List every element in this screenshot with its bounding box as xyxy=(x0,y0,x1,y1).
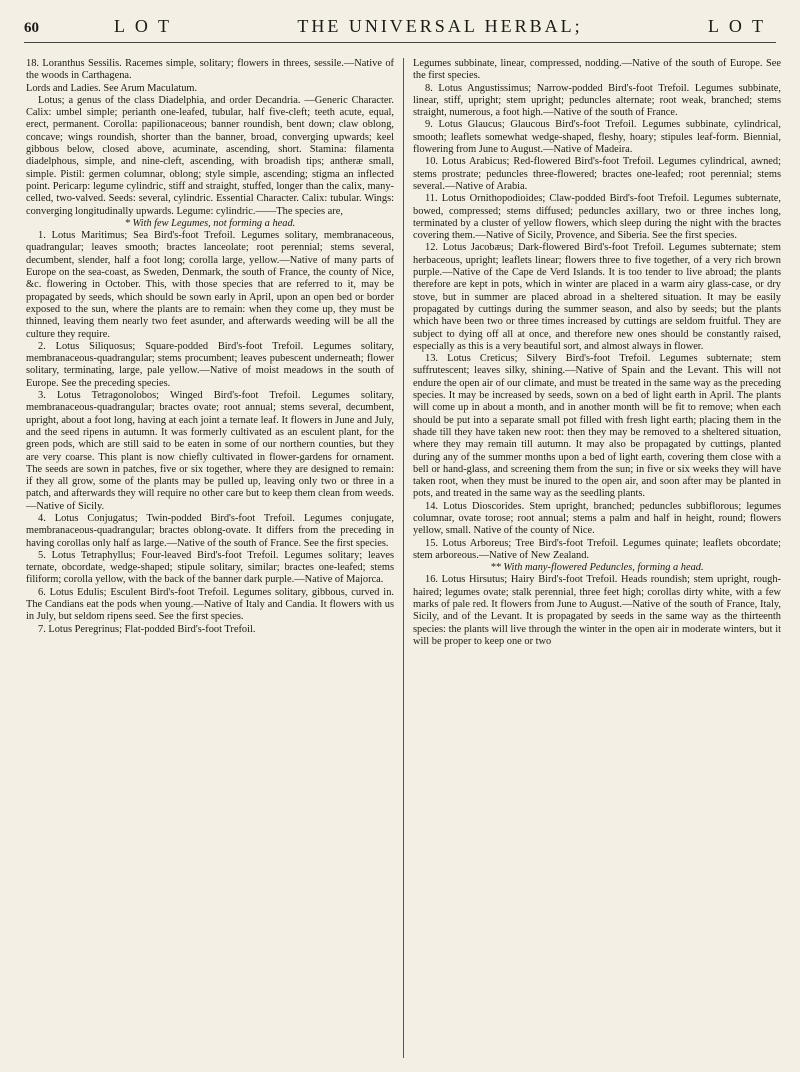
header-left-word: L O T xyxy=(114,16,172,36)
entry-paragraph: 3. Lotus Tetragonolobos; Winged Bird's-foot Trefoil. Legumes solitary, membranaceous-quadrangular; bractes ovate; root annual; stems several, decumbent, upright, about a foot long, having at each joint a ternate leaf. It flowers in June and July, and the seed ripens in autumn. It was formerly cultivated as an esculent plant, for the green pods, which are still said to be eaten in some of our northern counties, but they are very coarse. This plant is now chiefly cultivated in flower-gardens for ornament. The seeds are sown in patches, five or six together, where they are designed to remain: if they all grow, some of the plants may be pulled up, leaving only two or three in a patch, and afterwards they will require no other care but to keep them clean from weeds. —Native of Sicily. xyxy=(26,390,394,512)
header-title: THE UNIVERSAL HERBAL; xyxy=(297,16,583,36)
page-number: 60 xyxy=(24,20,39,36)
entry-paragraph: 18. Loranthus Sessilis. Racemes simple, solitary; flowers in threes, sessile.—Native of the woods in Carthagena. xyxy=(26,58,394,82)
entry-paragraph: Legumes subbinate, linear, compressed, nodding.—Native of the south of Europe. See the first species. xyxy=(413,58,781,82)
entry-paragraph: 4. Lotus Conjugatus; Twin-podded Bird's-foot Trefoil. Legumes conjugate, membranaceous-quadrangular; bractes oblong-ovate. It differs from the preceding in having corollas only half as large.—Native of the south of France. See the first species. xyxy=(26,512,394,549)
column-divider xyxy=(403,58,404,1058)
entry-paragraph: Lords and Ladies. See Arum Maculatum. xyxy=(26,82,198,94)
entry-paragraph: 16. Lotus Hirsutus; Hairy Bird's-foot Trefoil. Heads roundish; stem upright, rough-haired; legumes ovate; stalk perennial, three feet high; corollas dirty white, with a few marks of pale red. It flowers from June to August.—Native of the south of France, Italy, Sicily, and of the Levant. It is propagated by seeds in the same way as the thirteenth species: the plants will live through the winter in the open air in moderate winters, but it will be proper to keep one or two xyxy=(413,574,781,647)
entry-paragraph: 5. Lotus Tetraphyllus; Four-leaved Bird's-foot Trefoil. Legumes solitary; leaves ternate, obcordate, wedge-shaped; stipule solitary, similar; bractes one-leafed; stems filiform; corolla yellow, with the back of the banner dark purple.—Native of Majorca. xyxy=(26,549,394,586)
entry-paragraph: 7. Lotus Peregrinus; Flat-podded Bird's-foot Trefoil. xyxy=(38,623,256,635)
entry-paragraph: 8. Lotus Angustissimus; Narrow-podded Bird's-foot Trefoil. Legumes subbinate, linear, stiff, upright; stem upright; peduncles alternate; root weak, branched; stems straight, numerous, a foot high.—Native of the south of France. xyxy=(413,82,781,119)
entry-paragraph: 14. Lotus Dioscorides. Stem upright, branched; peduncles subbiflorous; legumes columnar, ovate torose; root annual; stems a palm and half in height, round; flowers yellow, small. Native of the county of Nice. xyxy=(413,500,781,537)
section-subheading: ** With many-flowered Peduncles, forming a head. xyxy=(490,562,704,574)
entry-paragraph: 10. Lotus Arabicus; Red-flowered Bird's-foot Trefoil. Legumes cylindrical, awned; stems prostrate; peduncles three-flowered; bractes one-leafed; root perennial; stems several.—Native of Arabia. xyxy=(413,156,781,192)
entry-paragraph: 13. Lotus Creticus; Silvery Bird's-foot Trefoil. Legumes subternate; stem suffrutescent; leaves silky, shining.—Native of Spain and the Levant. This will not endure the open air of our climate, and must be treated in the same way as the preceding species. It may be increased by seeds, sown on a bed of light earth in April. The plants will come up in about a month, and in another month will be fit to remove; when each should be put into a separate small pot filled with fresh light earth; placing them in the shade till they have taken new root: then they may be removed to a sheltered situation, where they may remain till autumn. It may also be propagated by cuttings, planted during any of the summer months upon a bed of light earth, covering them close with a bell or hand-glass, and screening them from the sun; in five or six weeks they will have taken root, when they must be inured to the open air, and soon after may be planted in pots, and treated in the same way as the seedling plants. xyxy=(413,353,781,500)
entry-paragraph: 15. Lotus Arboreus; Tree Bird's-foot Trefoil. Legumes quinate; leaflets obcordate; stem arboreous.—Native of New Zealand. xyxy=(413,537,781,561)
entry-paragraph: 6. Lotus Edulis; Esculent Bird's-foot Trefoil. Legumes solitary, gibbous, curved in. The Candians eat the pods when young.—Native of Italy and Candia. It flowers with us in July, but seldom ripens seed. See the first species. xyxy=(26,586,394,623)
entry-paragraph: 12. Lotus Jacobæus; Dark-flowered Bird's-foot Trefoil. Legumes subternate; stem herbaceous, upright; leaflets linear; flowers three to five together, of a very rich brown purple.—Native of the Cape de Verd Islands. It is too tender to live abroad; the plants therefore are kept in pots, which in winter are placed in a warm airy glass-case, or dry stove, but in summer are placed abroad in a sheltered situation. It may be easily propagated by cuttings during the summer season, and also by seeds; but the plants which have been two or three times increased by cuttings are seldom fruitful. They are subject to dying off all at once, and therefore new ones should be constantly raised, especially as this is a very beautiful sort, and almost always in flower. xyxy=(413,242,781,352)
entry-paragraph: 9. Lotus Glaucus; Glaucous Bird's-foot Trefoil. Legumes subbinate, cylindrical, smooth; leaflets somewhat wedge-shaped, fleshy, hoary; stipules leaf-form. Biennial, flowering from June to August.—Native of Madeira. xyxy=(413,119,781,156)
left-column xyxy=(26,58,394,1060)
header-right-word: L O T xyxy=(708,16,766,36)
entry-paragraph: 1. Lotus Maritimus; Sea Bird's-foot Trefoil. Legumes solitary, membranaceous, quadrangular; leaves smooth; bractes lanceolate; root perennial; stems several, decumbent, slender, half a foot long; corolla large, yellow.—Native of many parts of Europe on the sea-coast, as Sweden, Denmark, the south of France, the county of Nice, &c. flowering in October. This, with those species that are referred to it, may be propagated by seeds, which should be sown early in April, upon an open bed or border exposed to the sun, where the plants are to remain: when they come up, they must be thinned, leaving them nearly two feet asunder, and afterwards weeding will be all the culture they require. xyxy=(26,230,394,340)
entry-paragraph: Lotus; a genus of the class Diadelphia, and order Decandria. —Generic Character. Calix: umbel simple; perianth one-leafed, tubular, half five-cleft; teeth acute, equal, erect, permanent. Corolla: papilionaceous; banner roundish, bent down; claw oblong, concave; wings roundish, shorter than the banner, broad, converging upwards; keel gibbous below, closed above, acuminate, ascending, short. Stamina: filamenta diadelphous, simple, and nine-cleft, ascending, with broadish tips; antheræ small, simple. Pistil: germen columnar, oblong; style simple, ascending; stigma an inflected point. Pericarp: legume cylindric, stiff and straight, stuffed, longer than the calix, many-celled, two-valved. Seeds: several, cylindric. Essential Character. Calix: tubular. Wings: converging longitudinally upwards. Legume: cylindric.——The species are, xyxy=(26,94,394,217)
right-column xyxy=(413,58,781,1060)
entry-paragraph: 2. Lotus Siliquosus; Square-podded Bird's-foot Trefoil. Legumes solitary, membranaceous-quadrangular; stems procumbent; leaves pubescent underneath; flower solitary, terminating, large, pale yellow.—Native of moist meadows in the south of Europe. See the preceding species. xyxy=(26,340,394,389)
entry-paragraph: 11. Lotus Ornithopodioides; Claw-podded Bird's-foot Trefoil. Legumes subternate, bowed, compressed; stems diffused; peduncles axillary, two or three inches long, terminated by a cluster of yellow flowers, which sleep during the night with the bractes covering them.—Native of Sicily, Provence, and Siberia. See the first species. xyxy=(413,193,781,242)
running-header xyxy=(24,16,776,43)
section-subheading: * With few Legumes, not forming a head. xyxy=(124,217,296,229)
